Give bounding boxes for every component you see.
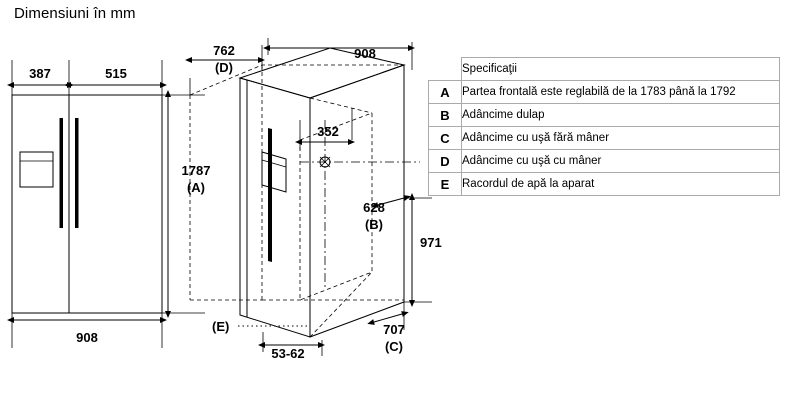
table-row bbox=[429, 150, 780, 173]
dim-1787-ref-label: (A) bbox=[186, 180, 206, 195]
table-row bbox=[429, 127, 780, 150]
dim-707-ref-label: (C) bbox=[384, 339, 404, 354]
spec-key-e: E bbox=[429, 173, 462, 196]
dim-352-label: 352 bbox=[317, 124, 339, 139]
spec-key-d: D bbox=[429, 150, 462, 173]
spec-key-a: A bbox=[429, 81, 462, 104]
dim-1787-label: 1787 bbox=[181, 163, 211, 178]
front-view bbox=[12, 60, 210, 348]
spec-label-a: Partea frontală este reglabilă de la 1783 până la 1792 bbox=[462, 81, 780, 104]
spec-key-b: B bbox=[429, 104, 462, 127]
dim-628-ref-label: (B) bbox=[364, 217, 384, 232]
page-title: Dimensiuni în mm bbox=[14, 5, 136, 22]
spec-table bbox=[428, 57, 780, 196]
dim-387-label: 387 bbox=[29, 66, 51, 81]
spec-key-c: C bbox=[429, 127, 462, 150]
spec-label-e: Racordul de apă la aparat bbox=[462, 173, 780, 196]
spec-header-label: Specificaţii bbox=[462, 58, 780, 81]
ref-E-label: (E) bbox=[212, 319, 230, 334]
spec-label-c: Adâncime cu uşă fără mâner bbox=[462, 127, 780, 150]
table-row bbox=[429, 173, 780, 196]
spec-label-b: Adâncime dulap bbox=[462, 104, 780, 127]
dim-53-62-label: 53-62 bbox=[271, 346, 305, 361]
dim-908-front-label: 908 bbox=[76, 330, 98, 345]
spec-header-key bbox=[429, 58, 462, 81]
dim-908-side-label: 908 bbox=[354, 46, 376, 61]
dim-628-label: 628 bbox=[363, 200, 385, 215]
dim-762-ref-label: (D) bbox=[214, 60, 234, 75]
dim-515-label: 515 bbox=[105, 66, 127, 81]
dim-971-label: 971 bbox=[420, 235, 442, 250]
side-perspective-view bbox=[190, 38, 442, 361]
table-row bbox=[429, 104, 780, 127]
spec-table-header-row bbox=[429, 58, 780, 81]
dim-762-label: 762 bbox=[213, 43, 235, 58]
dim-707-label: 707 bbox=[383, 322, 405, 337]
table-row bbox=[429, 81, 780, 104]
spec-label-d: Adâncime cu uşă cu mâner bbox=[462, 150, 780, 173]
